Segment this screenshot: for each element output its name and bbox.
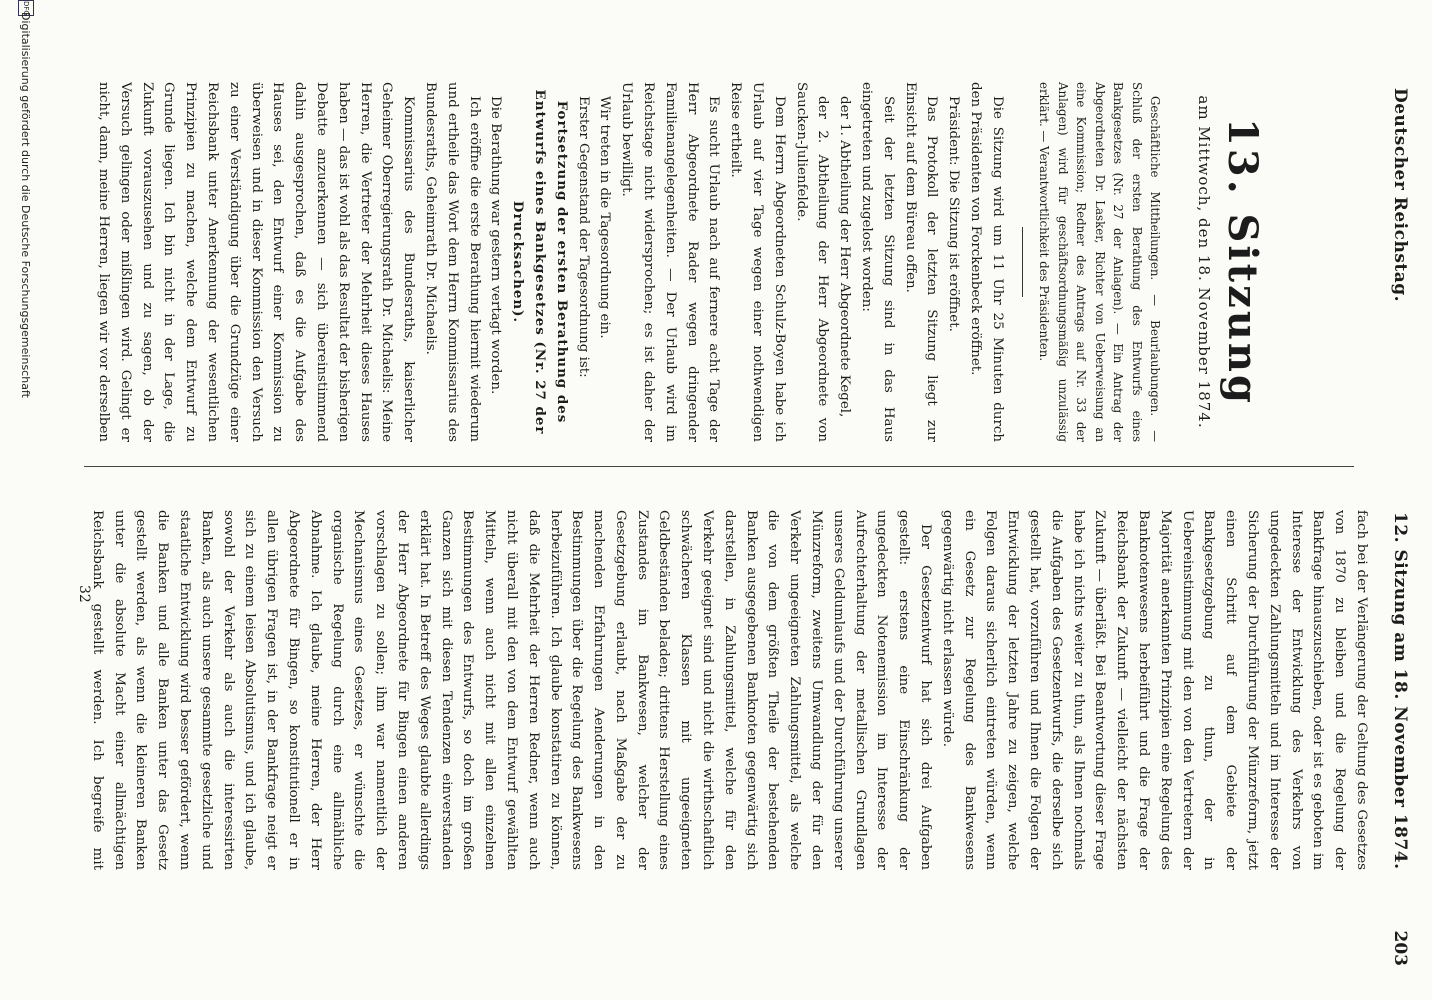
dfg-logo: DFG	[18, 0, 34, 16]
paragraph: Wir treten in die Tagesordnung ein.	[597, 96, 613, 339]
right-column	[82, 510, 1372, 870]
paragraph: Der Gesetzentwurf hat sich drei Aufgaben gestellt: erstens eine Einschränkung der ungedeckten Notenemission im Interesse der Aufrechterhaltung der metallischen Grundlagen unseres Geldumlaufs und der Durchführung unserer Münzreform, zweitens Umwandlung der für den Verkehr ungeeigneten Zahlungsmittel, als welche die von dem größten Theile der bestehenden Banken ausgegebenen Banknoten gegenwärtig sich darstellen, in Zahlungsmittel, welche für den Verkehr geeignet sind und nicht die wirthschaftlich schwächeren Klassen mit ungeeigneten Geldbeständen beladen; drittens Herstellung eines Zustandes im Bankwesen, welcher der Gesetzgebung erlaubt, nach Maßgabe der zu machenden Erfahrungen Aenderungen in den Bestimmungen über die Regelung des Bankwesens herbeizuführen. Ich glaube konstatiren zu können, daß die Mehrheit der Herren Redner, wenn auch nicht überall mit den von dem Entwurf gewählten Mitteln, wenn auch nicht mit allen einzelnen Bestimmungen des Entwurfs, so doch im großen Ganzen sich mit diesen Tendenzen einverstanden erklärt hat. In Betreff des Weges glaubte allerdings der Herr Abgeordnete für Bingen einen anderen vorschlagen zu sollen; ihm war namentlich der Mechanismus eines Gesetzes, er wünschte die organische Regelung durch eine allmähliche Abnahme. Ich glaube, meine Herren, der Herr Abgeordnete für Bingen, so konstitutionell er in allen übrigen Fragen ist, in der Bankfrage neigt er sich zu einem leisen Absolutismus, und ich glaube, sowohl der Verkehr als auch die interessirten Banken, als auch unsere gesammte gesetzliche und staatliche Entwicklung wird besser gefördert, wenn die Banken und alle Banken unter das Gesetz gestellt werden, als wenn die kleineren Banken unter die absolute Macht einer allmächtigen Reichsbank gestellt werden. Ich begreife mit	[89, 510, 934, 870]
left-column	[92, 82, 1362, 442]
separator-rule	[1022, 227, 1023, 297]
paragraph: Seit der letzten Sitzung sind in das Haus eingetreten und zugelost worden:	[858, 82, 896, 442]
agenda-heading: Fortsetzung der ersten Berathung des Entwurfs eines Bankgesetzes (Nr. 27 der Drucksachen).	[510, 89, 570, 435]
page-number: 203	[1390, 930, 1410, 966]
column-divider	[84, 466, 1354, 467]
digitization-note: Digitalisierung gefördert durch die Deutsche Forschungsgemeinschaft	[19, 12, 32, 398]
session-summary: Geschäftliche Mittheilungen. — Beurlaubungen. — Schluß der ersten Berathung des Entwurfs eines Bankgesetzes (Nr. 27 der Anlagen). — Ein Antrag der Abgeordneten Dr. Lasker, Richter von Ueberweisung an eine Kommission; Redner des Antrags auf Nr. 33 der Anlagen) wird für geschäftsordnungsmäßig unzulässig erklärt. — Verantwortlichkeit des Präsidenten.	[1037, 82, 1163, 442]
running-header-left: Deutscher Reichstag.	[1390, 88, 1410, 303]
paragraph: Dem Herrn Abgeordneten Schulz-Boyen habe ich Urlaub auf vier Tage wegen einer nothwendigen Reise ertheilt.	[728, 82, 787, 442]
paragraph: Ich eröffne die erste Berathung hiermit wiederum und ertheile das Wort dem Herrn Kommissarius des Bundesraths, Geheimrath Dr. Michaelis.	[422, 82, 482, 442]
paragraph: der 1. Abtheilung der Herr Abgeordnete Kegel,	[837, 96, 853, 418]
paragraph: Kommissarius des Bundesraths, kaiserlicher Geheimer Oberregierungsrath Dr. Michaelis: Meine Herren, die Vertreter der Mehrheit dieses Hauses haben — das ist wohl als das Resultat der bisherigen Debatte anzuerkennen — sich übereinstimmend dahin ausgesprochen, daß es die Aufgabe des Hauses sei, den Entwurf einer Kommission zu überweisen und in dieser Kommission den Versuch zu einer Verständigung über die Grundzüge einer Reichsbank unter Anerkennung der wesentlichen Prinzipien zu machen, welche dem Entwurf zu Grunde liegen. Ich bin nicht in der Lage, die Zukunft vorauszusehen und zu sagen, ob der Versuch gelingen oder mißlingen wird. Gelingt er nicht, dann, meine Herren, liegen wir vor derselben	[96, 82, 417, 442]
paragraph: fach bei der Verlängerung der Geltung des Gesetzes von 1870 zu bleiben und die Regelung der Bankfrage hinauszuschieben, oder ist es geboten im Interesse der Entwicklung des Verkehrs von ungedeckten Zahlungsmitteln und im Interesse der Sicherung der Durchführung der Münzreform, jetzt einen Schritt auf dem Gebiete der Bankgesetzgebung zu thun, der in Uebereinstimmung mit den von den Vertretern der Majorität anerkannten Prinzipien eine Regelung des Banknotenwesens herbeiführt und die Frage der Reichsbank der Zukunft — vielleicht der nächsten Zukunft — überläßt. Bei Beantwortung dieser Frage habe ich nichts weiter zu thun, als Ihnen nochmals die Aufgaben des Gesetzentwurfs, die derselbe sich gestellt hat, vorzuführen und Ihnen die Folgen der Entwicklung der letzten Jahre zu zeigen, welche Folgen daraus sicherlich eintreten würden, wenn ein Gesetz zur Regelung des Bankwesens gegenwärtig nicht erlassen würde.	[939, 510, 1369, 870]
paragraph: Das Protokoll der letzten Sitzung liegt zur Einsicht auf dem Büreau offen.	[902, 82, 940, 442]
session-date: am Mittwoch, den 18. November 1874.	[1195, 95, 1213, 429]
running-header-right: 12. Sitzung am 18. November 1874.	[1390, 512, 1410, 870]
paragraph: Die Berathung war gestern vertagt worden.	[488, 96, 504, 395]
paragraph: Erster Gegenstand der Tagesordnung ist:	[575, 96, 591, 378]
paragraph: Die Sitzung wird um 11 Uhr 25 Minuten durch den Präsidenten von Forckenbeck eröffnet.	[967, 82, 1005, 442]
paragraph: Es sucht Urlaub nach auf fernere acht Tage der Herr Abgeordnete Rader wegen dringender Familienangelegenheiten. — Der Urlaub wird im Reichstage nicht widersprochen; es ist daher der Urlaub bewilligt.	[619, 82, 722, 442]
paragraph: Präsident: Die Sitzung ist eröffnet.	[946, 96, 962, 332]
paragraph: der 2. Abtheilung der Herr Abgeordnete von Saucken-Julienfelde.	[793, 82, 831, 442]
session-title: 13. Sitzung	[1219, 118, 1266, 406]
signature-number: 32	[76, 585, 92, 603]
